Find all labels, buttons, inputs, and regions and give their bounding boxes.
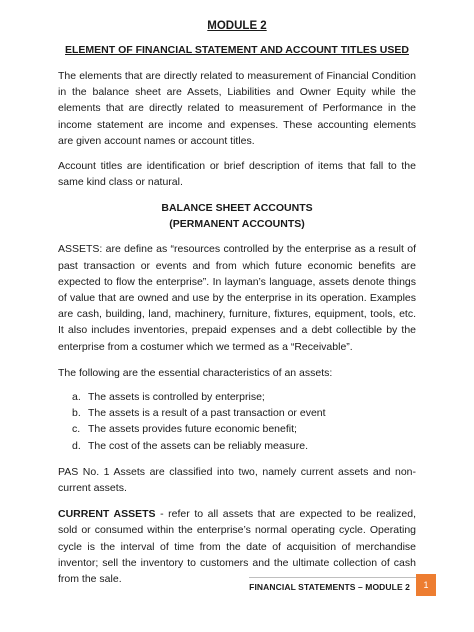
list-item-text: The assets is a result of a past transaction or event <box>88 407 326 420</box>
module-title: MODULE 2 <box>207 20 267 32</box>
list-marker: c. <box>72 423 81 436</box>
main-title: ELEMENT OF FINANCIAL STATEMENT AND ACCOUNT TITLES USED <box>65 44 409 56</box>
list-item-text: The assets provides future economic benefit; <box>88 423 297 436</box>
list-item <box>72 421 416 437</box>
list-item <box>72 405 416 421</box>
page-number: 1 <box>416 574 436 596</box>
current-assets-label: CURRENT ASSETS <box>58 508 156 521</box>
intro-paragraph: The elements that are directly related to measurement of Financial Condition in the balance sheet are Assets, Liabilities and Owner Equity while the elements that are directly related to measurement of Performance in the income statement are income and expenses. These accounting elements are given account names or account titles. <box>58 70 416 147</box>
section-heading <box>58 200 416 232</box>
assets-definition-paragraph: ASSETS: are define as “resources controlled by the enterprise as a result of past transaction or events and from which future economic benefits are expected to flow the enterprise”. In layman’s language, assets denote things of value that are owned and use by the enterprise in its operation. Examples are cash, building, land, machinery, furniture, fixtures, equipment, tools, etc. It also includes inventories, prepaid expenses and a debt collectible by the enterprise from a costumer which we termed as a “Receivable”. <box>58 243 416 353</box>
list-marker: d. <box>72 439 81 452</box>
list-item <box>72 438 416 454</box>
section-heading-line2: (PERMANENT ACCOUNTS) <box>169 218 305 231</box>
page-footer <box>249 574 436 596</box>
list-item-text: The cost of the assets can be reliably measure. <box>88 439 309 452</box>
characteristics-intro: The following are the essential characteristics of an assets: <box>58 366 333 379</box>
current-assets-text: - refer to all assets that are expected to be realized, sold or consumed within the enterprise’s normal operating cycle. Operating cycle is the interval of time from the date of acquisition of merchandise inventor; sell the inventory to customers and the ultimate collection of cash from the sale. <box>58 508 416 586</box>
characteristics-list <box>58 389 416 454</box>
footer-title: FINANCIAL STATEMENTS – MODULE 2 <box>249 577 416 596</box>
list-marker: b. <box>72 407 81 420</box>
list-item <box>72 389 416 405</box>
list-item-text: The assets is controlled by enterprise; <box>88 391 265 404</box>
section-heading-line1: BALANCE SHEET ACCOUNTS <box>161 202 313 215</box>
pas-paragraph: PAS No. 1 Assets are classified into two, namely current assets and non-current assets. <box>58 465 416 495</box>
account-titles-paragraph: Account titles are identification or brief description of items that fall to the same kind class or natural. <box>58 160 416 189</box>
list-marker: a. <box>72 391 81 404</box>
